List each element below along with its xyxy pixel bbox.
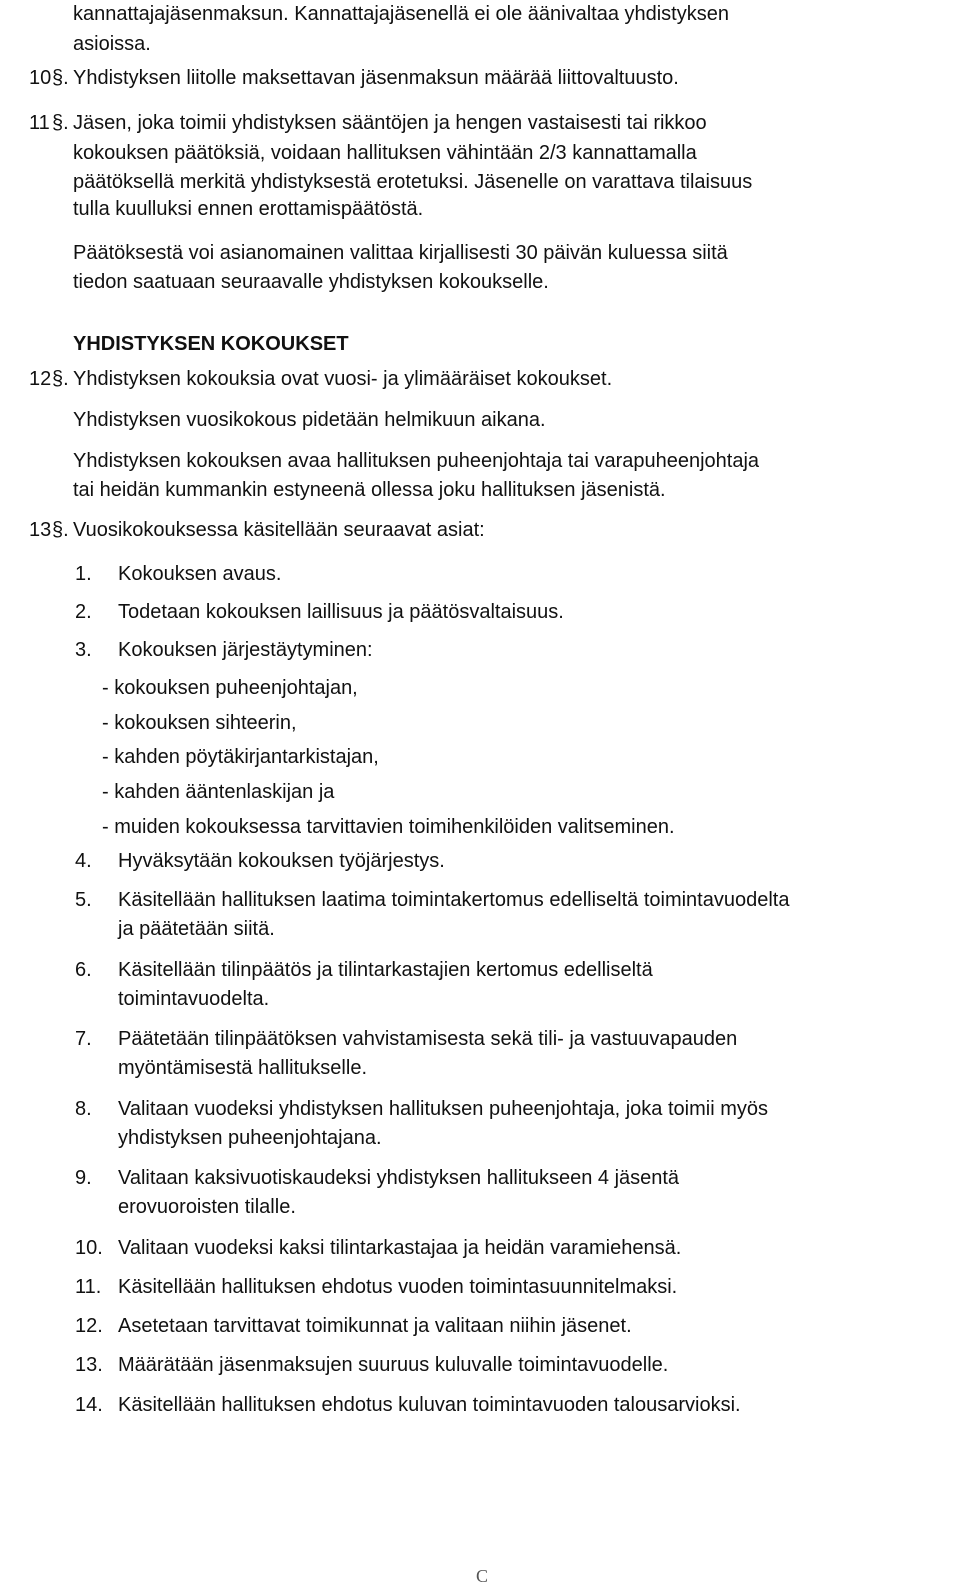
agenda-item-number: 9. xyxy=(75,1167,92,1189)
section-symbol: §. xyxy=(52,67,69,89)
paragraph-10-text: Yhdistyksen liitolle maksettavan jäsenmaksun määrää liittovaltuusto. xyxy=(73,67,679,89)
agenda-item-text: Valitaan kaksivuotiskaudeksi yhdistyksen hallitukseen 4 jäsentä xyxy=(118,1167,680,1189)
agenda-item-text: Valitaan vuodeksi yhdistyksen hallituksen puheenjohtaja, joka toimii myös xyxy=(118,1098,768,1120)
agenda-item-text: Valitaan vuodeksi kaksi tilintarkastajaa ja heidän varamiehensä. xyxy=(118,1237,682,1259)
agenda-item-number: 4. xyxy=(75,850,92,872)
paragraph-13-text: Vuosikokouksessa käsitellään seuraavat asiat: xyxy=(73,519,485,541)
agenda-item-number: 8. xyxy=(75,1098,92,1120)
agenda-item-text: Käsitellään hallituksen laatima toimintakertomus edelliseltä toimintavuodelta xyxy=(118,889,790,911)
agenda-item-number: 7. xyxy=(75,1028,92,1050)
agenda-item-number: 3. xyxy=(75,639,92,661)
agenda-item-text: toimintavuodelta. xyxy=(118,988,270,1010)
meeting-opener-line: Yhdistyksen kokouksen avaa hallituksen puheenjohtaja tai varapuheenjohtaja xyxy=(73,450,760,472)
paragraph-12-text: Yhdistyksen kokouksia ovat vuosi- ja ylimääräiset kokoukset. xyxy=(73,368,613,390)
agenda-item-text: Todetaan kokouksen laillisuus ja päätösvaltaisuus. xyxy=(118,601,564,623)
paragraph-11-line: kokouksen päätöksiä, voidaan hallituksen vähintään 2/3 kannattamalla xyxy=(73,142,697,164)
agenda-item-number: 6. xyxy=(75,959,92,981)
agenda-item-number: 14. xyxy=(75,1394,103,1416)
section-heading: YHDISTYKSEN KOKOUKSET xyxy=(73,333,349,355)
agenda-item-text: Kokouksen avaus. xyxy=(118,563,282,585)
section-symbol: §. xyxy=(52,368,69,390)
agenda-item-text: Käsitellään tilinpäätös ja tilintarkastajien kertomus edelliseltä xyxy=(118,959,653,981)
paragraph-13-number: 13 xyxy=(29,519,52,541)
sub-list-item: - kokouksen sihteerin, xyxy=(102,712,297,734)
agenda-item-text: Määrätään jäsenmaksujen suuruus kuluvalle toimintavuodelle. xyxy=(118,1354,669,1376)
agenda-item-number: 10. xyxy=(75,1237,103,1259)
footer-mark: C xyxy=(476,1566,489,1586)
agenda-item-text: Kokouksen järjestäytyminen: xyxy=(118,639,373,661)
intro-line: kannattajajäsenmaksun. Kannattajajäsenellä ei ole äänivaltaa yhdistyksen xyxy=(73,3,729,25)
sub-list-item: - kahden ääntenlaskijan ja xyxy=(102,781,335,803)
agenda-item-number: 2. xyxy=(75,601,92,623)
intro-line: asioissa. xyxy=(73,33,151,55)
section-symbol: §. xyxy=(52,112,69,134)
paragraph-11-appeal-line: Päätöksestä voi asianomainen valittaa kirjallisesti 30 päivän kuluessa siitä xyxy=(73,242,728,264)
paragraph-12-number: 12 xyxy=(29,368,52,390)
agenda-item-number: 5. xyxy=(75,889,92,911)
meeting-opener-line: tai heidän kummankin estyneenä ollessa joku hallituksen jäsenistä. xyxy=(73,479,666,501)
agenda-item-text: Hyväksytään kokouksen työjärjestys. xyxy=(118,850,445,872)
agenda-item-text: Käsitellään hallituksen ehdotus kuluvan toimintavuoden talousarvioksi. xyxy=(118,1394,741,1416)
agenda-item-text: Päätetään tilinpäätöksen vahvistamisesta sekä tili- ja vastuuvapauden xyxy=(118,1028,738,1050)
agenda-item-number: 12. xyxy=(75,1315,103,1337)
agenda-item-text: Käsitellään hallituksen ehdotus vuoden toimintasuunnitelmaksi. xyxy=(118,1276,678,1298)
sub-list-item: - muiden kokouksessa tarvittavien toimihenkilöiden valitseminen. xyxy=(102,816,675,838)
paragraph-11-number: 11 xyxy=(29,112,50,134)
agenda-item-number: 1. xyxy=(75,563,92,585)
agenda-item-text: ja päätetään siitä. xyxy=(118,918,275,940)
sub-list-item: - kokouksen puheenjohtajan, xyxy=(102,677,358,699)
paragraph-11-line: päätöksellä merkitä yhdistyksestä erotetuksi. Jäsenelle on varattava tilaisuus xyxy=(73,171,753,193)
paragraph-11-appeal-line: tiedon saatuaan seuraavalle yhdistyksen kokoukselle. xyxy=(73,271,549,293)
agenda-item-text: myöntämisestä hallitukselle. xyxy=(118,1057,367,1079)
agenda-item-text: yhdistyksen puheenjohtajana. xyxy=(118,1127,382,1149)
agenda-item-number: 11. xyxy=(75,1276,102,1298)
paragraph-11-line: Jäsen, joka toimii yhdistyksen sääntöjen ja hengen vastaisesti tai rikkoo xyxy=(73,112,707,134)
agenda-item-text: erovuoroisten tilalle. xyxy=(118,1196,296,1218)
annual-meeting-text: Yhdistyksen vuosikokous pidetään helmikuun aikana. xyxy=(73,409,546,431)
agenda-item-text: Asetetaan tarvittavat toimikunnat ja valitaan niihin jäsenet. xyxy=(118,1315,632,1337)
sub-list-item: - kahden pöytäkirjantarkistajan, xyxy=(102,746,379,768)
paragraph-11-line: tulla kuulluksi ennen erottamispäätöstä. xyxy=(73,198,424,220)
section-symbol: §. xyxy=(52,519,69,541)
agenda-item-number: 13. xyxy=(75,1354,103,1376)
paragraph-10-number: 10 xyxy=(29,67,52,89)
